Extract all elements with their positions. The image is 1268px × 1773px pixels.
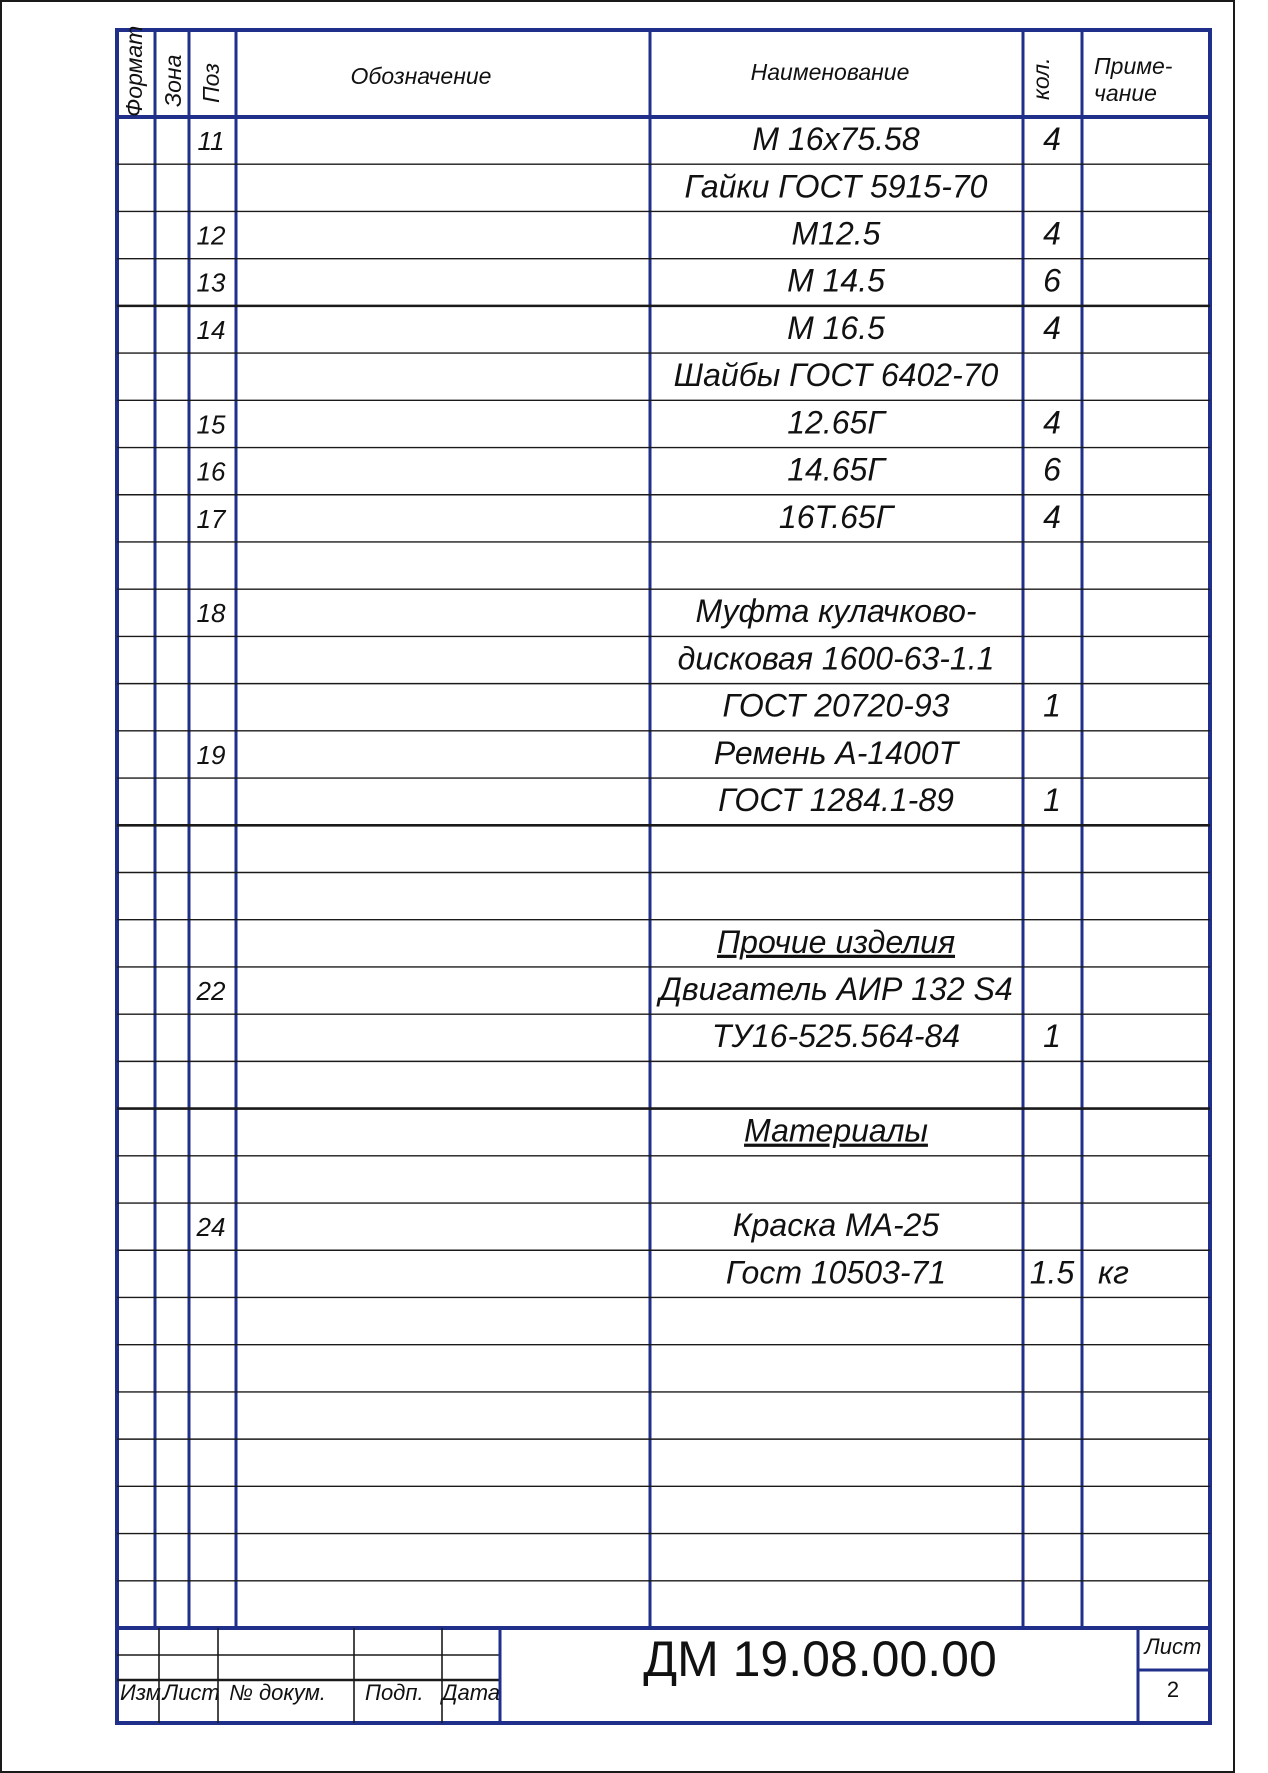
sheet-label: Лист <box>1144 1634 1202 1659</box>
row-position: 19 <box>196 739 226 770</box>
table-row <box>196 971 1013 1007</box>
table-row <box>197 310 1061 346</box>
row-name: М 16.5 <box>787 309 885 346</box>
row-position: 11 <box>197 126 225 157</box>
row-position: 24 <box>196 1212 226 1243</box>
header-zone: Зона <box>160 54 186 107</box>
row-name: Муфта кулачково- <box>695 593 977 630</box>
title-date-label: Дата <box>442 1680 501 1705</box>
header-qty: кол. <box>1028 57 1054 100</box>
row-position: 17 <box>196 503 226 534</box>
row-quantity: 1 <box>1043 782 1061 819</box>
table-row <box>717 924 955 960</box>
document-designation: ДМ 19.08.00.00 <box>643 1631 997 1687</box>
title-list-label: Лист <box>163 1680 220 1705</box>
row-name: 16Т.65Г <box>778 498 894 535</box>
header-note-line1: Приме- <box>1094 53 1173 79</box>
table-row <box>197 735 961 771</box>
table-row <box>718 782 1061 818</box>
table-row <box>674 357 999 393</box>
table-row <box>685 168 988 204</box>
row-quantity: 4 <box>1043 215 1061 252</box>
table-row <box>197 452 1062 488</box>
row-position: 18 <box>196 598 226 629</box>
table-row <box>197 263 1062 299</box>
row-name: Материалы <box>744 1112 928 1149</box>
header-note-line2: чание <box>1094 80 1157 106</box>
table-row <box>198 121 1061 157</box>
header-format: Формат <box>121 25 147 117</box>
table-row <box>196 1207 940 1243</box>
title-doc-no-label: № докум. <box>229 1680 326 1705</box>
row-name: 12.65Г <box>787 404 885 441</box>
row-name: Шайбы ГОСТ 6402-70 <box>673 357 999 394</box>
row-name: 14.65Г <box>787 451 885 488</box>
row-position: 14 <box>196 314 226 345</box>
table-row <box>197 404 1061 440</box>
row-position: 12 <box>196 220 226 251</box>
title-block <box>117 1628 1210 1723</box>
row-note: кг <box>1098 1254 1129 1291</box>
row-quantity: 4 <box>1043 498 1061 535</box>
table-row <box>726 1254 1129 1290</box>
row-name: М 14.5 <box>787 262 885 299</box>
row-quantity: 4 <box>1043 309 1061 346</box>
title-sign-label: Подп. <box>365 1680 424 1705</box>
row-name: Краска МА-25 <box>732 1207 940 1244</box>
spec-rows <box>196 121 1130 1290</box>
row-name: Гайки ГОСТ 5915-70 <box>684 168 988 205</box>
table-row <box>197 499 1061 535</box>
row-name: М 16х75.58 <box>752 121 920 158</box>
row-quantity: 6 <box>1043 262 1061 299</box>
row-position: 22 <box>196 975 226 1006</box>
table-row <box>197 593 977 629</box>
row-name: ГОСТ 20720-93 <box>722 687 950 724</box>
row-position: 16 <box>196 456 226 487</box>
table-row <box>197 215 1061 251</box>
table-row <box>712 1018 1061 1054</box>
row-position: 15 <box>196 409 226 440</box>
row-quantity: 6 <box>1043 451 1061 488</box>
row-quantity: 1 <box>1043 1018 1061 1055</box>
row-quantity: 4 <box>1043 404 1061 441</box>
row-name: ТУ16-525.564-84 <box>711 1018 961 1055</box>
row-name: Двигатель АИР 132 S4 <box>659 970 1013 1007</box>
header-pos: Поз <box>198 63 224 103</box>
table-row <box>744 1113 928 1149</box>
header-designation: Обозначение <box>350 63 492 89</box>
header-name: Наименование <box>750 59 910 85</box>
row-quantity: 4 <box>1043 121 1061 158</box>
row-name: М12.5 <box>791 215 881 252</box>
row-quantity: 1 <box>1043 687 1061 724</box>
row-position: 13 <box>196 267 226 298</box>
row-name: дисковая 1600-63-1.1 <box>677 640 995 677</box>
table-row <box>678 640 995 676</box>
title-izm-label: Изм. <box>120 1680 167 1705</box>
row-name: Ремень А-1400Т <box>713 734 959 771</box>
row-name: Гост 10503-71 <box>725 1254 947 1291</box>
table-row <box>723 688 1061 724</box>
sheet-number: 2 <box>1166 1677 1180 1702</box>
row-name: ГОСТ 1284.1-89 <box>718 782 954 819</box>
row-quantity: 1.5 <box>1029 1254 1075 1291</box>
row-name: Прочие изделия <box>716 923 956 960</box>
